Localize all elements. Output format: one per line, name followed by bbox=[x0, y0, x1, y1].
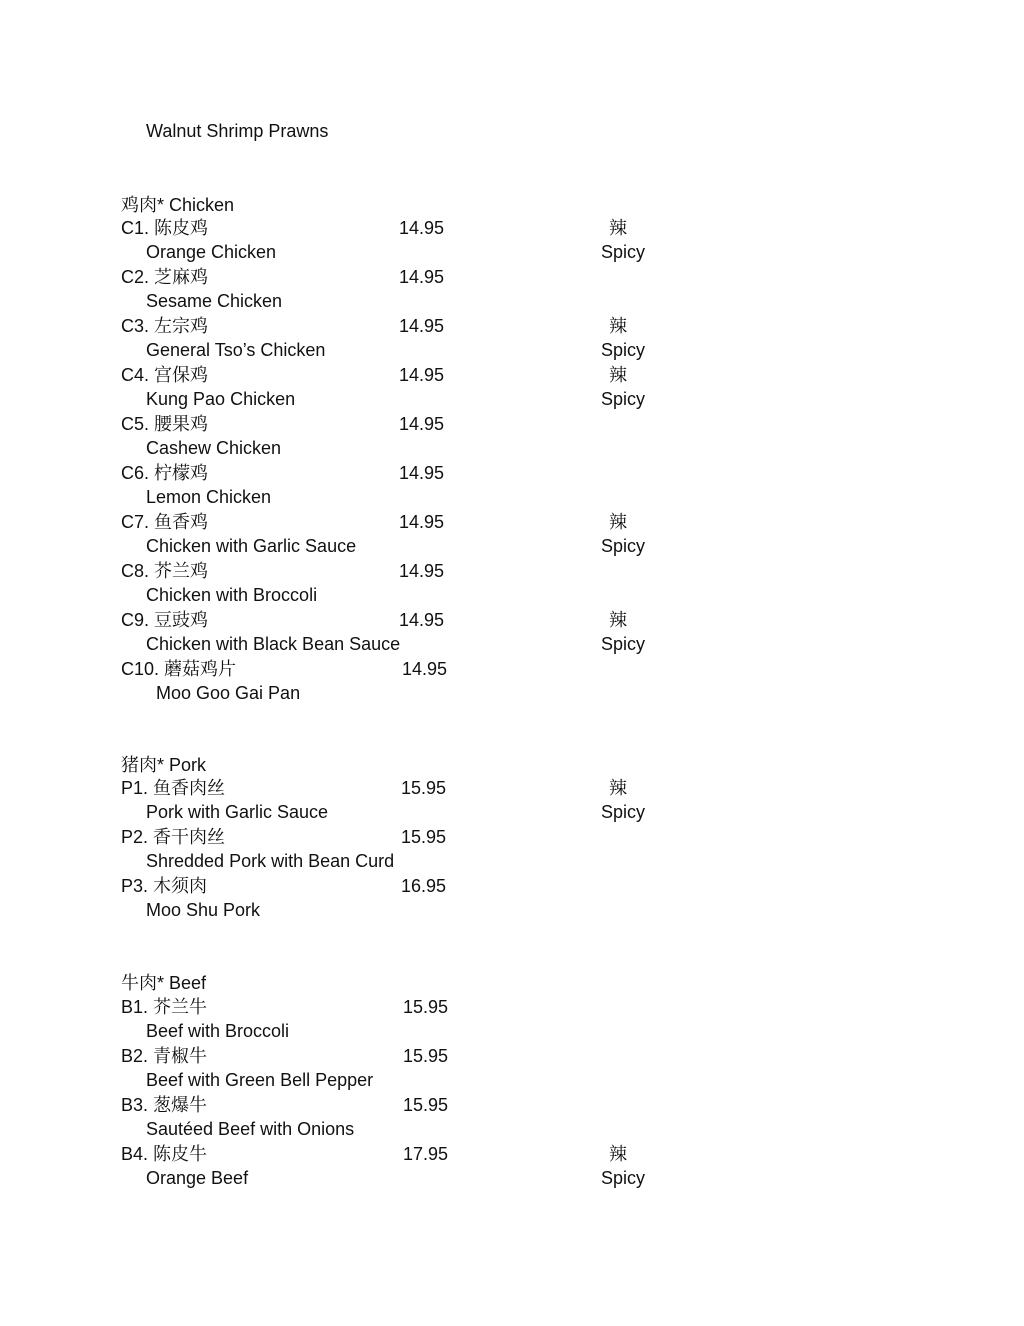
menu-item-code: C5. 腰果鸡 bbox=[121, 414, 209, 434]
spicy-mark-en: Spicy bbox=[601, 340, 646, 360]
menu-item-price: 14.95 bbox=[399, 365, 445, 385]
menu-item-code: C6. 柠檬鸡 bbox=[121, 463, 209, 483]
menu-item-price: 16.95 bbox=[401, 876, 447, 896]
menu-item-name: Shredded Pork with Bean Curd bbox=[146, 851, 395, 871]
menu-item-price: 14.95 bbox=[399, 463, 445, 483]
menu-item-code: B4. 陈皮牛 bbox=[121, 1144, 208, 1164]
menu-item-code: B3. 葱爆牛 bbox=[121, 1095, 208, 1115]
spicy-mark-cn: 辣 bbox=[609, 218, 627, 238]
menu-item-price: 17.95 bbox=[403, 1144, 449, 1164]
menu-item-code: C7. 鱼香鸡 bbox=[121, 512, 209, 532]
menu-item-name: Lemon Chicken bbox=[146, 487, 272, 507]
spicy-mark-cn: 辣 bbox=[609, 316, 627, 336]
menu-item-code: C10. 蘑菇鸡片 bbox=[121, 659, 237, 679]
menu-item-code: P1. 鱼香肉丝 bbox=[121, 778, 226, 798]
menu-item-code: C1. 陈皮鸡 bbox=[121, 218, 209, 238]
menu-item-name: Cashew Chicken bbox=[146, 438, 282, 458]
menu-item-name: Moo Goo Gai Pan bbox=[156, 683, 301, 703]
menu-item-name: Sesame Chicken bbox=[146, 291, 283, 311]
menu-item-price: 15.95 bbox=[403, 997, 449, 1017]
menu-item-code: P3. 木须肉 bbox=[121, 876, 208, 896]
menu-item-name: Orange Chicken bbox=[146, 242, 277, 262]
menu-item-name: Chicken with Garlic Sauce bbox=[146, 536, 357, 556]
menu-item-price: 15.95 bbox=[401, 827, 447, 847]
spicy-mark-en: Spicy bbox=[601, 536, 646, 556]
menu-item-price: 14.95 bbox=[399, 316, 445, 336]
spicy-mark-en: Spicy bbox=[601, 1168, 646, 1188]
menu-item-name: Pork with Garlic Sauce bbox=[146, 802, 329, 822]
spicy-mark-en: Spicy bbox=[601, 242, 646, 262]
menu-item-code: C9. 豆豉鸡 bbox=[121, 610, 209, 630]
spicy-mark-en: Spicy bbox=[601, 389, 646, 409]
spicy-mark-en: Spicy bbox=[601, 634, 646, 654]
menu-item-name: Sautéed Beef with Onions bbox=[146, 1119, 355, 1139]
menu-item-code: B1. 芥兰牛 bbox=[121, 997, 208, 1017]
menu-item-code: C3. 左宗鸡 bbox=[121, 316, 209, 336]
menu-item-code: C2. 芝麻鸡 bbox=[121, 267, 209, 287]
spicy-mark-cn: 辣 bbox=[609, 512, 627, 532]
menu-item-name: Chicken with Broccoli bbox=[146, 585, 318, 605]
section-heading: 猪肉* Pork bbox=[121, 755, 207, 775]
menu-item-price: 14.95 bbox=[399, 218, 445, 238]
menu-item-name: Chicken with Black Bean Sauce bbox=[146, 634, 401, 654]
spicy-mark-cn: 辣 bbox=[609, 610, 627, 630]
menu-item-price: 14.95 bbox=[399, 610, 445, 630]
menu-item-price: 15.95 bbox=[403, 1095, 449, 1115]
spicy-mark-en: Spicy bbox=[601, 802, 646, 822]
menu-item-name: Beef with Green Bell Pepper bbox=[146, 1070, 374, 1090]
menu-item-price: 14.95 bbox=[402, 659, 448, 679]
menu-item-price: 14.95 bbox=[399, 267, 445, 287]
menu-item-name: General Tso’s Chicken bbox=[146, 340, 326, 360]
menu-item-price: 15.95 bbox=[401, 778, 447, 798]
menu-item-name: Beef with Broccoli bbox=[146, 1021, 290, 1041]
spicy-mark-cn: 辣 bbox=[609, 1144, 627, 1164]
menu-item-price: 14.95 bbox=[399, 414, 445, 434]
intro-text: Walnut Shrimp Prawns bbox=[146, 121, 329, 141]
menu-item-price: 14.95 bbox=[399, 561, 445, 581]
menu-item-code: C4. 宫保鸡 bbox=[121, 365, 209, 385]
menu-item-code: B2. 青椒牛 bbox=[121, 1046, 208, 1066]
spicy-mark-cn: 辣 bbox=[609, 778, 627, 798]
menu-item-name: Moo Shu Pork bbox=[146, 900, 261, 920]
menu-item-name: Kung Pao Chicken bbox=[146, 389, 296, 409]
menu-item-price: 15.95 bbox=[403, 1046, 449, 1066]
menu-item-code: P2. 香干肉丝 bbox=[121, 827, 226, 847]
section-heading: 牛肉* Beef bbox=[121, 973, 207, 993]
menu-item-price: 14.95 bbox=[399, 512, 445, 532]
menu-item-code: C8. 芥兰鸡 bbox=[121, 561, 209, 581]
section-heading: 鸡肉* Chicken bbox=[121, 195, 235, 215]
spicy-mark-cn: 辣 bbox=[609, 365, 627, 385]
menu-item-name: Orange Beef bbox=[146, 1168, 249, 1188]
